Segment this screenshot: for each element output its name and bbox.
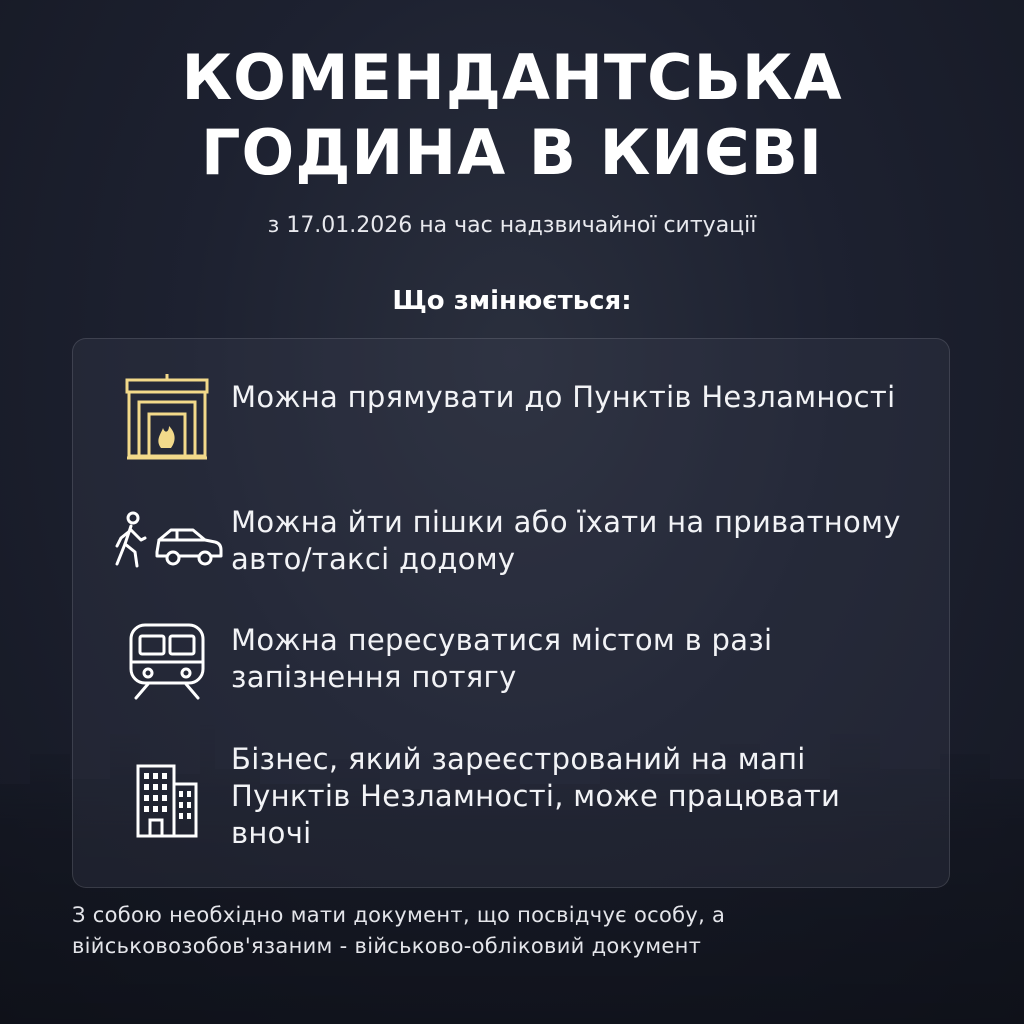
- title-line-1: КОМЕНДАНТСЬКА: [181, 41, 843, 114]
- changes-card: [72, 338, 950, 888]
- buildings-icon: [95, 764, 239, 838]
- pedestrian-car-icon: [95, 510, 239, 574]
- list-item: [73, 369, 949, 465]
- item-text: Бізнес, який зареєстрований на мапі Пунктів Незламності, може працювати вночі: [231, 742, 841, 850]
- train-icon: [95, 622, 239, 702]
- list-item: [73, 619, 949, 705]
- item-text: Можна йти пішки або їхати на приватному авто/таксі додому: [231, 505, 901, 576]
- item-text: Можна пересуватися містом в разі запізнення потягу: [231, 623, 773, 694]
- list-item: [73, 741, 949, 861]
- item-text: Можна прямувати до Пунктів Незламності: [231, 380, 896, 414]
- section-heading: Що змінюється:: [392, 286, 632, 316]
- fireplace-icon: [95, 374, 239, 460]
- footer-note: З собою необхідно мати документ, що посвідчує особу, а військовозобов'язаним - військово-обліковий документ: [72, 903, 726, 958]
- subtitle: з 17.01.2026 на час надзвичайної ситуації: [267, 213, 757, 238]
- page-title: [0, 40, 1024, 190]
- list-item: [73, 499, 949, 585]
- title-line-2: ГОДИНА В КИЄВІ: [200, 116, 823, 189]
